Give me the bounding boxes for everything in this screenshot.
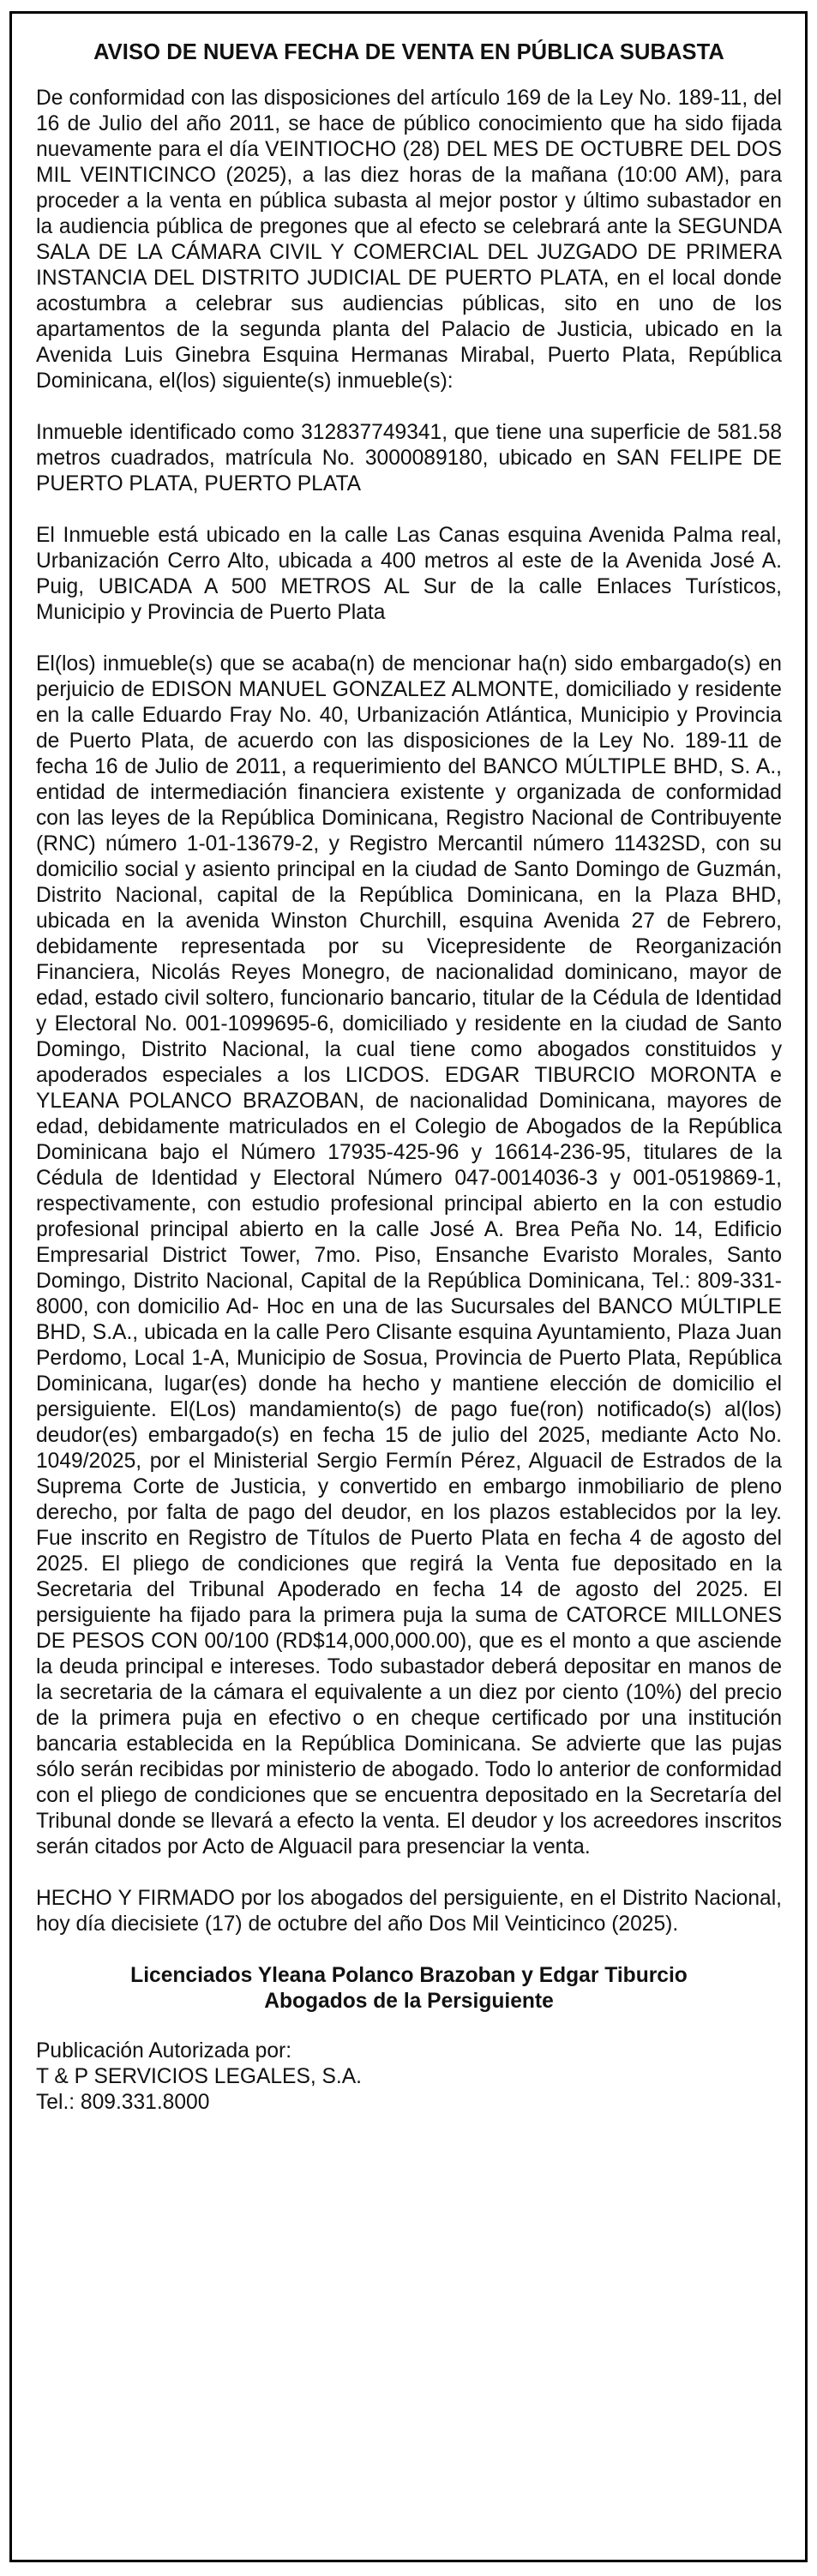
footer-phone: Tel.: 809.331.8000 [36, 2091, 210, 2114]
paragraph-seizure-details: El(los) inmueble(s) que se acaba(n) de mencionar ha(n) sido embargado(s) en perjuicio de EDISON MANUEL GONZALEZ ALMONTE, domiciliado y residente en la calle Eduardo Fray No. 40, Urbanización Atlántica, Municipio y Provincia de Puerto Plata, de acuerdo con las disposiciones de la Ley No. 189-11 de fecha 16 de Julio de 2011, a requerimiento del BANCO MÚLTIPLE BHD, S. A., entidad de intermediación financiera existente y organizada de conformidad con las leyes de la República Dominicana, Registro Nacional de Contribuyente (RNC) número 1-01-13679-2, y Registro Mercantil número 11432SD, con su domicilio social y asiento principal en la ciudad de Santo Domingo de Guzmán, Distrito Nacional, capital de la República Dominicana, en la Plaza BHD, ubicada en la avenida Winston Churchill, esquina Avenida 27 de Febrero, debidamente representada por su Vicepresidente de Reorganización Financiera, Nicolás Reyes Monegro, de nacionalidad dominicano, mayor de edad, estado civil soltero, funcionario bancario, titular de la Cédula de Identidad y Electoral No. 001-1099695-6, domiciliado y residente en la ciudad de Santo Domingo, Distrito Nacional, la cual tiene como abogados constituidos y apoderados especiales a los LICDOS. EDGAR TIBURCIO MORONTA e YLEANA POLANCO BRAZOBAN, de nacionalidad Dominicana, mayores de edad, debidamente matriculados en el Colegio de Abogados de la República Dominicana bajo el Número 17935-425-96 y 16614-236-95, titulares de la Cédula de Identidad y Electoral Número 047-0014036-3 y 001-0519869-1, respectivamente, con estudio profesional principal abierto en la con estudio profesional principal abierto en la calle José A. Brea Peña No. 14, Edificio Empresarial District Tower, 7mo. Piso, Ensanche Evaristo Morales, Santo Domingo, Distrito Nacional, Capital de la República Dominicana, Tel.: 809-331-8000, con domicilio Ad- Hoc en una de las Sucursales del BANCO MÚLTIPLE BHD, S.A., ubicada en la calle Pero Clisante esquina Ayuntamiento, Plaza Juan Perdomo, Local 1-A, Municipio de Sosua, Provincia de Puerto Plata, República Dominicana, lugar(es) donde ha hecho y mantiene elección de domicilio el persiguiente. El(Los) mandamiento(s) de pago fue(ron) notificado(s) al(los) deudor(es) embargado(s) en fecha 15 de julio del 2025, mediante Acto No. 1049/2025, por el Ministerial Sergio Fermín Pérez, Alguacil de Estrados de la Suprema Corte de Justicia, y convertido en embargo inmobiliario de pleno derecho, por falta de pago del deudor, en los plazos establecidos por la ley. Fue inscrito en Registro de Títulos de Puerto Plata en fecha 4 de agosto del 2025. El pliego de condiciones que regirá la Venta fue depositado en la Secretaria del Tribunal Apoderado en fecha 14 de agosto del 2025. El persiguiente ha fijado para la primera puja la suma de CATORCE MILLONES DE PESOS CON 00/100 (RD$14,000,000.00), que es el monto a que asciende la deuda principal e intereses. Todo subastador deberá depositar en manos de la secretaria de la cámara el equivalente a un diez por ciento (10%) del precio de la primera puja en efectivo o en cheque certificado por una institución bancaria establecida en la República Dominicana. Se advierte que las pujas sólo serán recibidas por ministerio de abogado. Todo lo anterior de conformidad con el pliego de condiciones que se encuentra depositado en la Secretaría del Tribunal donde se llevará a efecto la venta. El deudor y los acreedores inscritos serán citados por Acto de Alguacil para presenciar la venta. [36, 652, 782, 1858]
publication-footer [36, 2039, 782, 2116]
paragraph-property-id: Inmueble identificado como 312837749341, que tiene una superficie de 581.58 metros cuadrados, matrícula No. 3000089180, ubicado en SAN FELIPE DE PUERTO PLATA, PUERTO PLATA [36, 421, 782, 495]
footer-company: T & P SERVICIOS LEGALES, S.A. [36, 2065, 363, 2088]
notice-title: AVISO DE NUEVA FECHA DE VENTA EN PÚBLICA SUBASTA [93, 40, 724, 64]
legal-notice [9, 11, 808, 2562]
paragraph-signed: HECHO Y FIRMADO por los abogados del persiguiente, en el Distrito Nacional, hoy día diecisiete (17) de octubre del año Dos Mil Veinticinco (2025). [36, 1887, 782, 1936]
signature-names: Licenciados Yleana Polanco Brazoban y Edgar Tiburcio [130, 1964, 688, 1987]
paragraph-property-location: El Inmueble está ubicado en la calle Las Canas esquina Avenida Palma real, Urbanización Cerro Alto, ubicada a 400 metros al este de la Avenida José A. Puig, UBICADA A 500 METROS AL Sur de la calle Enlaces Turísticos, Municipio y Provincia de Puerto Plata [36, 524, 782, 624]
signature-block [36, 1963, 782, 2015]
signature-role: Abogados de la Persiguiente [264, 1990, 554, 2013]
footer-label: Publicación Autorizada por: [36, 2039, 292, 2063]
paragraph-auction-date: De conformidad con las disposiciones del artículo 169 de la Ley No. 189-11, del 16 de Julio del año 2011, se hace de público conocimiento que ha sido fijada nuevamente para el día VEINTIOCHO (28) DEL MES DE OCTUBRE DEL DOS MIL VEINTICINCO (2025), a las diez horas de la mañana (10:00 AM), para proceder a la venta en pública subasta al mejor postor y último subastador en la audiencia pública de pregones que al efecto se celebrará ante la SEGUNDA SALA DE LA CÁMARA CIVIL Y COMERCIAL DEL JUZGADO DE PRIMERA INSTANCIA DEL DISTRITO JUDICIAL DE PUERTO PLATA, en el local donde acostumbra a celebrar sus audiencias públicas, sito en uno de los apartamentos de la segunda planta del Palacio de Justicia, ubicado en la Avenida Luis Ginebra Esquina Hermanas Mirabal, Puerto Plata, República Dominicana, el(los) siguiente(s) inmueble(s): [36, 87, 782, 393]
